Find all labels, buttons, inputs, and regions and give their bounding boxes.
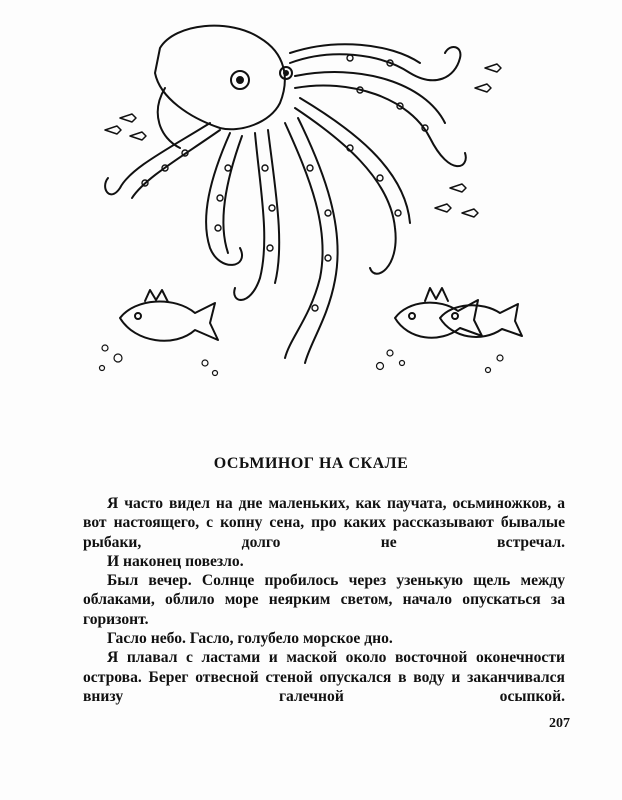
octopus-arm: [234, 133, 264, 300]
paragraph: Гасло небо. Гасло, голубело морское дно.: [107, 630, 393, 648]
chapter-title: ОСЬМИНОГ НА СКАЛЕ: [213, 455, 409, 472]
chapter-text: [83, 494, 565, 706]
octopus-arm: [105, 123, 210, 194]
fish: [120, 302, 218, 341]
paragraph: Я часто видел на дне маленьких, как паучата, осьминожков, а вот настоящего, с копну сена, про каких рассказывают бывалые рыбаки, долго не встречал.: [83, 495, 565, 551]
page-number: 207: [549, 716, 570, 731]
paragraph: И наконец повезло.: [107, 552, 244, 570]
octopus-arm: [295, 108, 396, 274]
octopus-arm: [290, 47, 460, 80]
paragraph: Был вечер. Солнце пробилось через узенькую щель между облаками, облило море неярким светом, начало опускаться за горизонт.: [83, 572, 565, 628]
paragraph: Я плавал с ластами и маской около восточной оконечности острова. Берег отвесной стеной опускался в воду и заканчивался внизу галечной осыпкой.: [83, 649, 565, 705]
octopus-head: [155, 26, 285, 130]
octopus-illustration: [90, 18, 530, 398]
